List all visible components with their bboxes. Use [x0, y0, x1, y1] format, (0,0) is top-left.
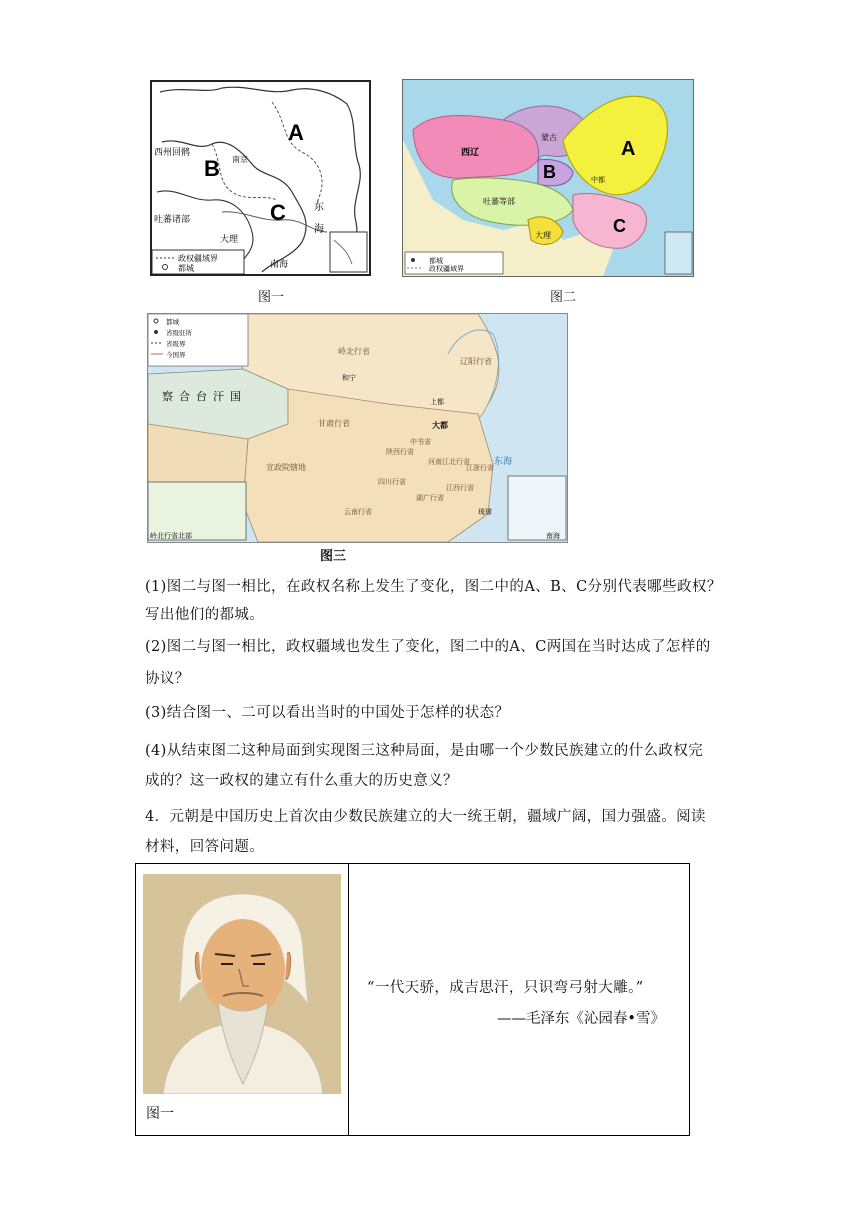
problem-4-intro-line-1: 4．元朝是中国历史上首次由少数民族建立的大一统王朝，疆域广阔，国力强盛。阅读: [145, 809, 706, 825]
map-1-label-dali: 大理: [220, 235, 239, 245]
map-3-label-yunnan: 云南行省: [344, 508, 372, 516]
map-3-label-nanhai: 南海: [546, 532, 560, 540]
map-3-legend-capital: 都城: [166, 318, 179, 326]
map-figure-1: [150, 80, 371, 276]
map-1-legend-border: 政权疆域界: [178, 254, 218, 263]
map-3-label-liuqiu: 琉球: [478, 508, 492, 516]
map-2-label-c: C: [613, 216, 626, 236]
map-1-drawing: [152, 82, 369, 274]
portrait-drawing: [143, 874, 341, 1094]
map-3-label-liaoyang: 辽阳行省: [460, 357, 492, 366]
problem-4-intro-line-2: 材料，回答问题。: [145, 839, 265, 855]
map-2-drawing: [403, 80, 693, 276]
question-1-line-2: 写出他们的都城。: [145, 607, 265, 623]
map-3-legend-seat: 省级驻所: [166, 329, 192, 337]
map-3-label-huguang: 湖广行省: [416, 494, 444, 502]
map-figure-2: [402, 79, 694, 277]
question-2-line-2: 协议？: [145, 671, 190, 687]
map-1-label-capital: 南京: [232, 155, 248, 164]
map-3-label-dadu: 大都: [432, 420, 448, 430]
portrait-image: [143, 874, 341, 1094]
map-2-label-xiliao: 西辽: [461, 148, 480, 158]
question-1-line-1: (1)图二与图一相比，在政权名称上发生了变化，图二中的A、B、C分别代表哪些政权？: [145, 579, 722, 595]
map-1-label-sea: 海: [314, 224, 324, 235]
map-3-label-helin: 和宁: [342, 374, 356, 382]
map-1-label-b: B: [204, 156, 220, 181]
map-3-inset-title: 岭北行省北部: [150, 532, 192, 540]
question-3: (3)结合图一、二可以看出当时的中国处于怎样的状态？: [145, 705, 510, 721]
map-3-caption: 图三: [320, 549, 347, 564]
map-3-label-jiangxi: 江西行省: [446, 484, 474, 492]
portrait-cell: [136, 864, 349, 1136]
map-2-label-b: B: [543, 162, 556, 182]
map-2-legend-border: 政权疆域界: [429, 265, 464, 273]
quote-cell: [349, 864, 690, 1136]
map-2-label-zhongdu: 中都: [591, 176, 605, 184]
quote-source: ——毛泽东《沁园春•雪》: [496, 1011, 665, 1027]
quote-text: “一代天骄，成吉思汗，只识弯弓射大雕。”: [367, 980, 644, 996]
map-3-label-shangdu: 上都: [430, 398, 444, 406]
map-3-label-sichuan: 四川行省: [378, 478, 406, 486]
question-4-line-2: 成的？这一政权的建立有什么重大的历史意义？: [145, 773, 458, 789]
map-2-label-dali: 大理: [535, 231, 551, 240]
question-2-line-1: (2)图二与图一相比，政权疆域也发生了变化，图二中的A、C两国在当时达成了怎样的: [145, 639, 711, 655]
map-1-label-east: 东: [314, 202, 324, 213]
map-1-label-nanhai: 南海: [270, 260, 289, 270]
portrait-caption: 图一: [146, 1106, 174, 1122]
map-3-label-shaanxi: 陕西行省: [386, 448, 414, 456]
map-2-label-tubo: 吐蕃等部: [483, 197, 515, 206]
map-1-label-c: C: [270, 200, 286, 225]
map-1-label-xizhou: 西州回鹘: [154, 148, 191, 158]
map-3-label-gansu: 甘肃行省: [318, 419, 350, 428]
map-2-legend-capital: 都城: [429, 257, 443, 265]
map-2-caption: 图二: [550, 290, 577, 305]
map-2-label-a: A: [621, 138, 636, 160]
map-3-drawing: [148, 314, 567, 542]
map-3-label-zhongshu: 中书省: [410, 438, 431, 446]
map-3-label-jiangzhe: 江浙行省: [466, 464, 494, 472]
map-3-legend-modern: 今国界: [166, 351, 186, 359]
map-3-label-xuanzheng: 宣政院辖地: [266, 463, 306, 472]
map-3-legend-province: 省级界: [166, 340, 186, 348]
map-1-label-tubo: 吐蕃诸部: [154, 215, 191, 225]
map-3-label-henan: 河南江北行省: [428, 458, 470, 466]
map-1-caption: 图一: [258, 290, 285, 305]
material-table: [135, 863, 690, 1136]
map-3-label-lingbei: 岭北行省: [338, 347, 370, 356]
map-3-label-chagatai: 察合台汗国: [162, 390, 247, 403]
map-1-legend-capital: 都城: [178, 264, 194, 273]
map-2-label-mongol: 蒙古: [541, 133, 557, 142]
map-1-label-a: A: [288, 120, 304, 145]
map-3-label-east-sea: 东海: [494, 457, 513, 467]
map-figure-3: [147, 313, 568, 543]
question-4-line-1: (4)从结束图二这种局面到实现图三这种局面，是由哪一个少数民族建立的什么政权完: [145, 743, 704, 759]
